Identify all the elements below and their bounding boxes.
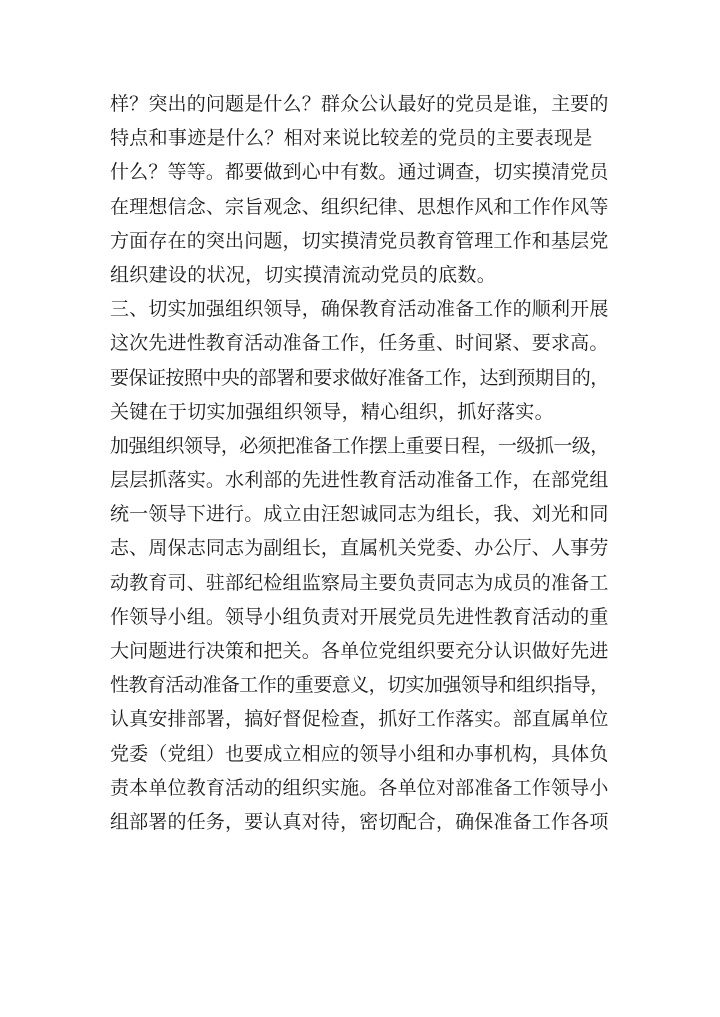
text-line: 特点和事迹是什么？相对来说比较差的党员的主要表现是 <box>110 127 593 150</box>
section-heading: 三、切实加强组织领导，确保教育活动准备工作的顺利开展 <box>110 298 609 321</box>
text-line: 在理想信念、宗旨观念、组织纪律、思想作风和工作作风等 <box>110 195 609 218</box>
text-line: 要保证按照中央的部署和要求做好准备工作，达到预期目的， <box>110 366 609 389</box>
text-line: 组织建设的状况，切实摸清流动党员的底数。 <box>110 263 497 286</box>
text-line: 志、周保志同志为副组长，直属机关党委、办公厅、人事劳 <box>110 537 609 560</box>
text-line: 关键在于切实加强组织领导，精心组织，抓好落实。 <box>110 400 554 423</box>
text-line: 作领导小组。领导小组负责对开展党员先进性教育活动的重 <box>110 605 609 628</box>
text-line: 动教育司、驻部纪检组监察局主要负责同志为成员的准备工 <box>110 571 609 594</box>
text-line: 加强组织领导，必须把准备工作摆上重要日程，一级抓一级， <box>110 434 609 457</box>
text-line: 大问题进行决策和把关。各单位党组织要充分认识做好先进 <box>110 640 609 662</box>
text-line: 党委（党组）也要成立相应的领导小组和办事机构，具体负 <box>110 742 609 765</box>
body-text <box>110 87 610 839</box>
text-line: 这次先进性教育活动准备工作，任务重、时间紧、要求高。 <box>110 332 609 355</box>
text-line: 组部署的任务，要认真对待，密切配合，确保准备工作各项 <box>110 810 609 833</box>
text-line: 层层抓落实。水利部的先进性教育活动准备工作，在部党组 <box>110 469 609 492</box>
text-line: 性教育活动准备工作的重要意义，切实加强领导和组织指导， <box>110 674 609 697</box>
text-line: 统一领导下进行。成立由汪恕诚同志为组长，我、刘光和同 <box>110 503 609 526</box>
text-line: 方面存在的突出问题，切实摸清党员教育管理工作和基层党 <box>110 229 609 252</box>
text-line: 什么？等等。都要做到心中有数。通过调查，切实摸清党员 <box>110 161 609 184</box>
text-line: 认真安排部署，搞好督促检查，抓好工作落实。部直属单位 <box>110 708 609 731</box>
text-line: 责本单位教育活动的组织实施。各单位对部准备工作领导小 <box>110 776 609 799</box>
text-line: 样？突出的问题是什么？群众公认最好的党员是谁，主要的 <box>110 93 609 115</box>
